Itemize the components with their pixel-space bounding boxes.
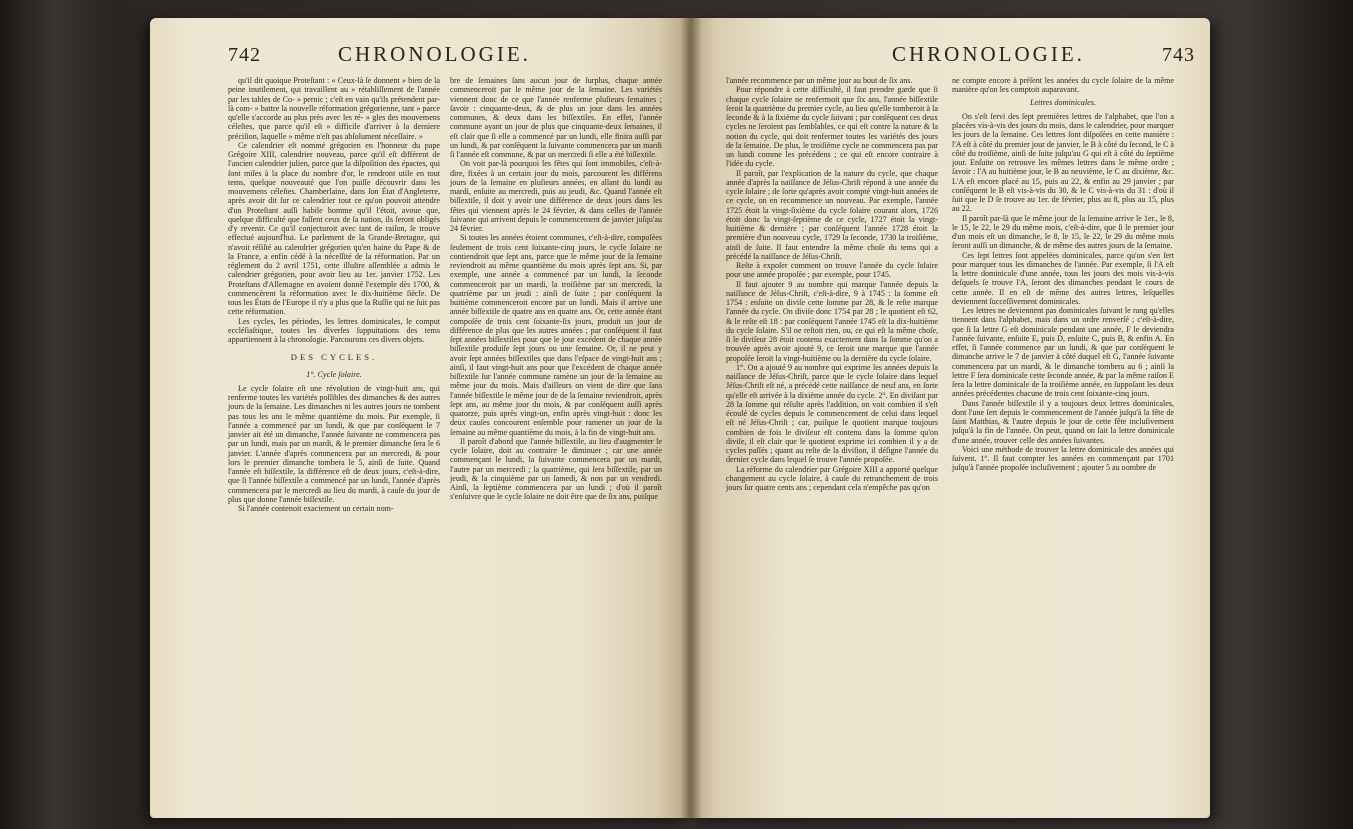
- paragraph: Le cycle ſolaire eſt une révolution de vingt-huit ans, qui renferme toutes les variétés poſſibles des dimanches & des autres jours de la ſemaine. Les dimanches ni les autres jours ne tombent pas tous les ans le même quantième du mois. Par exemple, ſi l'année a commencé par un lundi, & que par conſéquent le 7 janvier ait été un dimanche, l'année ſuivante ne commencera pas par un lundi, mais par un mardi, & le premier dimanche ſera le 6 janvier. L'année d'après commencera par un mercredi, & pour lors le premier dimanche tombera le 5, ainſi de ſuite. Quand l'année eſt biſſextile, la différence eſt de deux jours, c'eſt-à-dire, que ſi l'année biſſextile a commencé par un lundi, l'année d'après commencera par le mercredi au lieu du mardi, à cauſe du jour de plus que donne l'année biſſextile.: [228, 383, 440, 504]
- paragraph: Il paroît par-là que le même jour de la ſemaine arrive le 1er., le 8, le 15, le 22, le 29 du même mois, c'eſt-à-dire, que ſi le premier jour d'un mois eſt un dimanche, le 8, le 15, le 22, le 29 du même mois ſeront auſſi un dimanche, & de même des autres jours de la ſemaine.: [952, 213, 1174, 251]
- paragraph: ne compte encore à préſent les années du cycle ſolaire de la même manière qu'on les comptoit auparavant.: [952, 76, 1174, 95]
- paragraph: Voici une méthode de trouver la lettre dominicale des années qui ſuivent. 1°. Il faut compter les années en commençant par 1701 juſqu'à l'année propoſée incluſivement ; ajouter 5 au nombre de: [952, 444, 1174, 473]
- left-page: [150, 18, 690, 818]
- subsection-heading: 1°. Cycle ſolaire.: [306, 369, 362, 379]
- paragraph: Reſte à expoſer comment on trouve l'année du cycle ſolaire pour une année propoſée ; par exemple, pour 1745.: [726, 261, 938, 280]
- paragraph: Il faut ajouter 9 au nombre qui marque l'année depuis la naiſſance de Jéſus-Chriſt, c'eſt-à-dire, 9 à 1745 : la ſomme eſt 1754 : enſuite on diviſe cette ſomme par 28, & le reſte marque l'année du cycle. On diviſe donc 1754 par 28 ; le quotient eſt 62, & le reſte eſt 18 : par conſéquent l'année 1745 eſt la dix-huitième du cycle ſolaire. S'il ne reſtoit rien, ou, ce qui eſt la même choſe, ſi le diviſeur 28 étoit contenu exactement dans la ſomme qu'on a trouvée après avoir ajouté 9, ce ſeroit une marque que l'année propoſée ſeroit la vingt-huitième ou la dernière du cycle ſolaire.: [726, 279, 938, 363]
- paragraph: Il paroît, par l'explication de la nature du cycle, que chaque année d'après la naiſſance de Jéſus-Chriſt répond à une année du cycle ſolaire ; de ſorte qu'après avoir compté vingt-huit années de ce cycle, on en recommence un nouveau. Par exemple, l'année 1725 étoit la vingt-ſixième du cycle ſolaire courant alors, 1726 étoit donc la vingt-ſeptième de ce cycle, 1727 étoit la vingt-huitième & dernière ; par conſéquent l'année 1728 étoit la première d'un nouveau cycle, 1729 la ſeconde, 1730 la troiſième, ainſi de ſuite. Il faut entendre la même choſe du tems qui a précédé la naiſſance de Jéſus-Chriſt.: [726, 168, 938, 261]
- text-column: [450, 76, 662, 502]
- paragraph: Il paroît d'abord que l'année biſſextile, au lieu d'augmenter le cycle ſolaire, doit au contraire le diminuer ; car une année commençant le lundi, la ſuivante commencera par un mardi, l'autre par un mercredi ; la quatrième, qui ſera biſſextile, par un jeudi, & la cinquième par un ſamedi, & non par un vendredi. Ainſi, la ſeptième commencera par un lundi ; d'où il paroît s'enſuivre que le cycle ſolaire ne doit être que de ſix ans, puiſque: [450, 436, 662, 502]
- paragraph: La réforme du calendrier par Grégoire XIII a apporté quelque changement au cycle ſolaire, à cauſe du retranchement de trois jours ſur quatre cents ans ; cependant cela n'empêche pas qu'on: [726, 464, 938, 492]
- text-column: [726, 76, 938, 492]
- page-number: 742: [228, 44, 261, 66]
- text-column: [952, 76, 1174, 473]
- paragraph: bre de ſemaines ſans aucun jour de ſurplus, chaque année commenceroit par le même jour de la ſemaine. Les variétés viennent donc de ce que l'année renferme pluſieurs ſemaines ; ſavoir : cinquante-deux, & de plus un jour dans les années communes, & deux dans les biſſextiles. En effet, l'année commune ayant un jour de plus que cinquante-deux ſemaines, il eſt clair que ſi elle a commencé par un lundi, elle finira auſſi par un lundi, & par conſéquent la ſuivante commencera par un mardi ſi l'année eſt commune, & par un mercredi ſi elle a été biſſextile.: [450, 76, 662, 159]
- running-head: CHRONOLOGIE.: [338, 42, 531, 66]
- paragraph: Pour répondre à cette difficulté, il faut prendre garde que ſi chaque cycle ſolaire ne renfermoit que ſix ans, l'année biſſextile ſeroit la quatrième du premier cycle, au lieu qu'elle tomberoit à la ſeconde & à la ſixième du cycle ſuivant ; par conſéquent ces deux cycles ne ſeroient pas ſemblables, ce qui eſt contre la nature & la notion du cycle, qui doit renfermer toutes les variétés des jours de la ſemaine. De plus, le troiſième cycle ne commencera pas par un lundi comme les précédens ; ce qui eſt encore contraire à l'idée du cycle.: [726, 85, 938, 169]
- paragraph: Si l'année contenoit exactement un certain nom-: [238, 504, 394, 513]
- text-column: [228, 76, 440, 513]
- paragraph: Les cycles, les périodes, les lettres dominicales, le comput eccléſiaſtique, toutes les diverſes ſuppuitations des tems appartiennent à la chronologie. Parcourons ces divers objets.: [228, 316, 440, 344]
- running-head: CHRONOLOGIE.: [892, 42, 1085, 66]
- paragraph: Dans l'année biſſextile il y a toujours deux lettres dominicales, dont l'une ſert depuis le commencement de l'année juſqu'à la fête de ſaint Matthias, & l'autre depuis le jour de cette fête incluſivement juſqu'à la fin de l'année. On peut, quand on ſait la lettre dominicale d'une année, trouver celle des années ſuivantes.: [952, 398, 1174, 445]
- paragraph: 1°. On a ajouté 9 au nombre qui exprime les années depuis la naiſſance de Jéſus-Chriſt, parce que le cycle ſolaire dans lequel Jéſus-Chriſt eſt né, a précédé cette naiſſance de neuf ans, en ſorte qu'elle eſt arrivée à la dixième année du cycle. 2°. En diviſant par 28 la ſomme qui réſulte après l'addition, on voit combien il s'eſt écoulé de cycles depuis le commencement de celui dans lequel eſt né Jéſus-Chriſt ; car, puiſque le quotient marque toujours combien de fois le diviſeur eſt contenu dans la ſomme qu'on diviſe, il eſt clair que le quotient exprime ici combien il y a de cycles paſſés ; quant au reſte de la diviſion, il déſigne l'année du dernier cycle dans lequel ſe trouve l'année propoſée.: [726, 362, 938, 465]
- paragraph: Si toutes les années étoient communes, c'eſt-à-dire, compoſées ſeulement de trois cent ſoixante-cinq jours, le cycle ſolaire ne contiendroit que ſept ans, parce que le même jour de la ſemaine reviendroit au même quantième du mois après ſept ans. Si, par exemple, une année a commencé par un lundi, la ſeconde commenceroit par un mardi, la troiſième par un mercredi, la quatrième par un jeudi : ainſi de ſuite ; par conſéquent la huitième commenceroit encore par un lundi. Mais il arrive une année biſſextile de quatre ans en quatre ans. Or, cette année étant compoſée de trois cent ſoixante-ſix jours, produit un jour de différence de plus que les autres années ; par conſéquent il faut ſept années biſſextiles pour que le jour excédent de chaque année biſſextile produiſe ſept jours ou une ſemaine. Or, il ne peut y avoir ſept années biſſextiles que dans l'eſpace de vingt-huit ans ; ainſi, il faut vingt-huit ans pour que l'excédent de chaque année biſſextile ſur l'année commune ramène un jour de la ſemaine au même jour du mois. Mais d'ailleurs on vient de dire que ſans l'année biſſextile le même jour de de la ſemaine reviendroit, après ſept ans, au même jour du mois, & par conſéquent auſſi après quatorze, puis après vingt-un, enfin après vingt-huit : donc les deux cauſes concourent enſemble pour ramener un jour de la ſemaine au même quantième du mois, à la fin de vingt-huit ans.: [450, 233, 662, 437]
- page-number: 743: [1162, 44, 1195, 66]
- section-heading: DES CYCLES.: [290, 352, 378, 363]
- paragraph: On voit par-là pourquoi les fêtes qui ſont immobiles, c'eſt-à-dire, fixées à un certain jour du mois, parcourent les différens jours de la ſemaine en pluſieurs années, en allant du lundi au mardi, enſuite au mercredi, puis au jeudi, &c. Quand l'année eſt biſſextile, il doit y avoir une différence de deux jours dans les fêtes qui viennent après le 24 février, & dans celles de l'année ſuivante qui arrivent depuis le commencement de janvier juſqu'au 24 février.: [450, 159, 662, 233]
- paragraph: Ce calendrier eſt nommé grégorien en l'honneur du pape Grégoire XIII, calendrier nouveau, parce qu'il eſt différent de l'ancien calendrier julien, parce que la diſpoſition des épactes, qui ſont miſes à la place du nombre d'or, le rendront utile en tout tems, quelque nouveauté que l'on puiſſe découvrir dans les mouvemens céleſtes. Chamberlaine, dans ſon État d'Angleterre, après avoir dit ſur ce calendrier tout ce qu'on pouvoit attendre d'un Proteſtant auſſi habile homme qu'il l'étoit, avoue que, quelque difficulté que faſſent ceux de ſa nation, ils ſeront obligés d'y revenir. Ce qu'il conjecturoit avec tant de raiſon, ſe trouve effectué aujourd'hui. Le parlement de la Grande-Bretagne, qui n'avoit réſiſté au calendrier grégorien qu'en haine du Pape & de la France, a enfin cédé à la néceſſité de la réformation. Par un réglement du 2 avril 1751, cette illuſtre aſſemblée a admis le calendrier grégorien, pour avoir lieu au 1er. janvier 1752. Les Proteſtans d'Allemagne en avoient donné l'exemple dès 1700, & commencèrent la réformation avec le dix-huitième ſiècle. De tous les États de l'Europe il n'y a plus que la Ruſſie qui ne ſuit pas cette réformation.: [228, 140, 440, 317]
- paragraph: Les lettres ne deviennent pas dominicales ſuivant le rang qu'elles tiennent dans l'alphabet, mais dans un ordre renverſé ; c'eſt-à-dire, que ſi la lettre G eſt dominicale pendant une année, F le deviendra l'année ſuivante, enſuite E, puis D, enſuite C, puis B, & enfin A. En effet, ſi l'année commence par un lundi, & que par conſéquent le dimanche arrive le 7 de janvier à côté duquel eſt G, l'année ſuivante commencera par un mardi, & le dimanche tombera au 6 ; ainſi la lettre F ſera dominicale cette ſeconde année, & par la même raiſon E ſera la lettre dominicale de la troiſième année, en ſuppoſant les deux années précédentes chacune de trois cent ſoixante-cinq jours.: [952, 306, 1174, 399]
- paragraph: On s'eſt ſervi des ſept premières lettres de l'alphabet, que l'on a placées vis-à-vis des jours du mois, dans le calendrier, pour marquer les jours de la ſemaine. Ces lettres ſont diſpoſées en cette manière : l'A eſt à côté du premier jour de janvier, le B à côté du ſecond, le C à côté du troiſième, ainſi de ſuite juſqu'au G qui eſt à côté du ſeptième jour. Enſuite on retrouve les mêmes lettres dans le même ordre ; ſavoir : l'A au huitième jour, le B au neuvième, le C au dixième, &c. L'A eſt encore placé au 15, puis au 22, & enfin au 29 janvier ; par conſéquent le B eſt vis-à-vis du 30, & le C vis-à-vis du 31 : d'où il ſuit que le D ſe trouve au 1er. de février, plus au 8, plus au 15, plus au 22.: [952, 111, 1174, 214]
- paragraph: qu'il dit quoique Proteſtant : « Ceux-là ſe donnent » bien de la peine inutilement, qui travaillent au » rétabliſſement de l'année par les tables de Co- » pernic ; c'eſt en vain qu'ils prétendent par-là com- » battre la nouvelle réformation grégorienne, tant » parce qu'elle s'accorde au plus près avec les ré- » gles des mouvemens céleſtes, que parce qu'il eſt » difficile d'arriver à la derniere préciſion, laquelle » même n'eſt pas abſolument néceſſaire. »: [228, 76, 440, 141]
- paragraph: Ces ſept lettres ſont appelées dominicales, parce qu'on s'en ſert pour marquer tous les dimanches de l'année. Par exemple, ſi l'A eſt la lettre dominicale d'une année, tous les jours des mois vis-à-vis deſquels ſe trouve l'A, ſeront des dimanches pendant le cours de cette année. Il en eſt de même des autres lettres, leſquelles deviennent ſucceſſivement dominicales.: [952, 250, 1174, 306]
- paragraph: l'année recommence par un même jour au bout de ſix ans.: [726, 76, 913, 85]
- right-page: [690, 18, 1210, 818]
- section-heading: Lettres dominicales.: [1029, 97, 1097, 107]
